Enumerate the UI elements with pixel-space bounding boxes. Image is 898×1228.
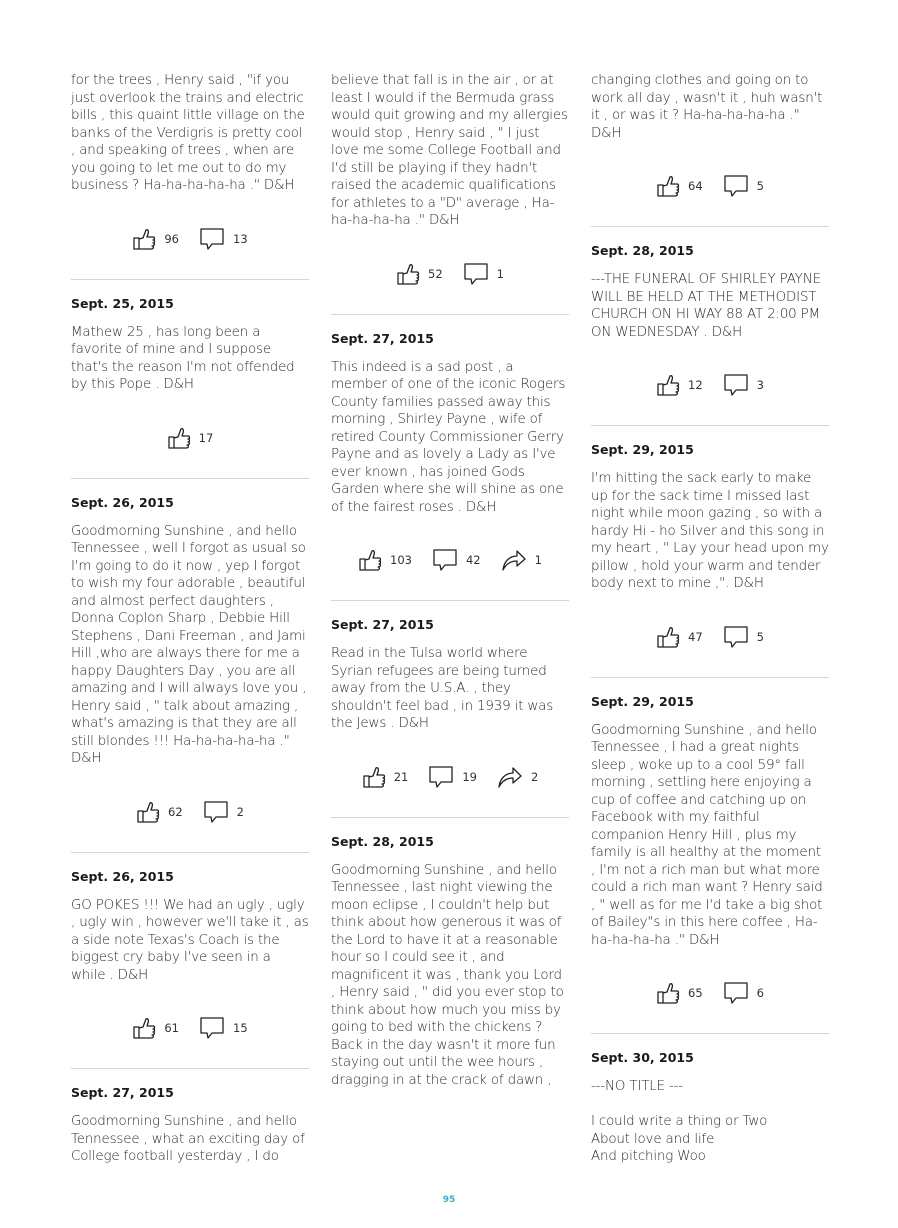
- post: [71, 869, 309, 1070]
- like-count: 61: [164, 1021, 179, 1035]
- comment-stat[interactable]: [203, 800, 244, 824]
- reaction-bar: [331, 540, 569, 580]
- like-stat[interactable]: [656, 374, 703, 396]
- post: [331, 834, 569, 1090]
- share-arrow-icon[interactable]: [497, 766, 523, 788]
- post-divider: [71, 478, 309, 479]
- post: [591, 442, 829, 678]
- post-divider: [331, 314, 569, 315]
- reaction-bar: [331, 757, 569, 797]
- thumbs-up-icon[interactable]: [362, 766, 386, 788]
- reaction-bar: [331, 254, 569, 294]
- comment-stat[interactable]: [723, 373, 764, 397]
- comment-count: 5: [756, 629, 764, 644]
- post-divider: [591, 226, 829, 227]
- comment-bubble-icon[interactable]: [203, 800, 229, 824]
- comment-stat[interactable]: [723, 625, 764, 649]
- share-count: 1: [534, 553, 542, 567]
- post-text: ---THE FUNERAL OF SHIRLEY PAYNE WILL BE HELD AT THE METHODIST CHURCH ON HI WAY 88 AT 2:00 PM ON WEDNESDAY . D&H: [591, 272, 821, 340]
- like-stat[interactable]: [167, 427, 214, 449]
- thumbs-up-icon[interactable]: [396, 263, 420, 285]
- like-stat[interactable]: [396, 263, 443, 285]
- comment-stat[interactable]: [199, 1016, 248, 1040]
- page-number: 95: [442, 1195, 456, 1205]
- like-stat[interactable]: [132, 228, 179, 250]
- post-text: I'm hitting the sack early to make up for the sack time I missed last night while moon gazing , so with a hardy Hi - ho Silver and this song in my heart , " Lay your head upon my pillow , hold your warm and tender body next to mine ,". D&H: [591, 471, 829, 591]
- post-text: Goodmorning Sunshine , and hello Tennessee , what an exciting day of College football yesterday , I do: [71, 1114, 305, 1164]
- like-count: 52: [428, 266, 443, 281]
- like-count: 17: [198, 430, 214, 445]
- post-text: Mathew 25 , has long been a favorite of mine and I suppose that's the reason I'm not offended by this Pope . D&H: [71, 324, 295, 392]
- post: [591, 72, 829, 227]
- comment-count: 6: [756, 986, 764, 1000]
- post: [331, 331, 569, 602]
- post-date: Sept. 28, 2015: [591, 243, 694, 258]
- comment-stat[interactable]: [723, 174, 764, 198]
- comment-bubble-icon[interactable]: [428, 765, 454, 789]
- reaction-bar: [71, 792, 309, 832]
- like-stat[interactable]: [656, 175, 703, 197]
- like-count: 96: [164, 231, 179, 246]
- post-divider: [591, 677, 829, 678]
- like-stat[interactable]: [362, 766, 409, 788]
- comment-bubble-icon[interactable]: [723, 625, 749, 649]
- reaction-bar: [71, 1008, 309, 1048]
- comment-bubble-icon[interactable]: [723, 174, 749, 198]
- comment-count: 19: [462, 769, 477, 784]
- like-count: 62: [168, 804, 183, 819]
- comment-count: 15: [233, 1021, 248, 1035]
- share-count: 2: [530, 769, 539, 784]
- post-text: ---NO TITLE --- I could write a thing or Two About love and life And pitching Woo: [591, 1079, 768, 1164]
- comment-bubble-icon[interactable]: [199, 227, 225, 251]
- post-date: Sept. 30, 2015: [591, 1050, 694, 1065]
- post-date: Sept. 29, 2015: [591, 693, 694, 709]
- comment-stat[interactable]: [463, 262, 504, 286]
- share-arrow-icon[interactable]: [501, 549, 527, 571]
- comment-count: 5: [756, 179, 764, 193]
- post-divider: [331, 817, 569, 818]
- post-divider: [71, 852, 309, 853]
- post: [591, 243, 829, 426]
- thumbs-up-icon[interactable]: [656, 175, 680, 197]
- like-stat[interactable]: [136, 801, 183, 823]
- reaction-bar: [591, 617, 829, 657]
- reaction-bar: [591, 166, 829, 206]
- post-text: changing clothes and going on to work all day , wasn't it , huh wasn't it , or was it ? Ha-ha-ha-ha-ha ." D&H: [591, 73, 823, 141]
- post: [331, 72, 569, 315]
- like-stat[interactable]: [132, 1017, 179, 1039]
- comment-count: 2: [236, 804, 244, 819]
- post-divider: [71, 1068, 309, 1069]
- thumbs-up-icon[interactable]: [656, 626, 680, 648]
- post-date: Sept. 27, 2015: [331, 330, 434, 346]
- post-text: believe that fall is in the air , or at least I would if the Bermuda grass would quit growing and my allergies would stop , Henry said , " I just love me some College Football and I'd still be playing if they hadn't raised the academic qualifications for athletes to a "D" average , Ha-ha-ha-ha-ha ." D&H: [331, 73, 568, 228]
- comment-stat[interactable]: [432, 548, 481, 572]
- share-stat[interactable]: [497, 766, 538, 788]
- post-text: Goodmorning Sunshine , and hello Tennessee , I had a great nights sleep , woke up to a cool 59° fall morning , settling here enjoying a cup of coffee and catching up on Facebook with my faithful companion Henry Hill , plus my family is all healthy at the moment , I'm not a rich man but what more could a rich man want ? Henry said , " well as for me I'd take a big shot of Bailey"s in this here coffee , Ha-ha-ha-ha-ha ." D&H: [591, 722, 823, 948]
- comment-count: 3: [756, 378, 764, 392]
- comment-count: 42: [465, 553, 481, 567]
- comment-stat[interactable]: [428, 765, 477, 789]
- post-text: Goodmorning Sunshine , and hello Tennessee , last night viewing the moon eclipse , I couldn't help but think about how generous it was of the Lord to have it at a reasonable hour so I could see it , and magnificent it was , thank you Lord , Henry said , " did you ever stop to think about how much you miss by going to bed with the chickens ? Back in the day wasn't it more fun staying out until the wee hours , dragging in at the crack of dawn ,: [331, 862, 564, 1088]
- post: [71, 1085, 309, 1166]
- share-stat[interactable]: [501, 549, 542, 571]
- comment-bubble-icon[interactable]: [199, 1016, 225, 1040]
- thumbs-up-icon[interactable]: [656, 982, 680, 1004]
- like-count: 64: [688, 179, 703, 193]
- comment-bubble-icon[interactable]: [723, 981, 749, 1005]
- comment-bubble-icon[interactable]: [432, 548, 458, 572]
- reaction-bar: [591, 365, 829, 405]
- post-divider: [71, 279, 309, 280]
- like-count: 12: [688, 378, 703, 392]
- thumbs-up-icon[interactable]: [358, 549, 382, 571]
- post-date: Sept. 29, 2015: [591, 442, 694, 457]
- post-divider: [591, 425, 829, 426]
- thumbs-up-icon[interactable]: [167, 427, 191, 449]
- like-stat[interactable]: [656, 626, 703, 648]
- like-stat[interactable]: [358, 549, 412, 571]
- reaction-bar: [71, 418, 309, 458]
- post-divider: [591, 1033, 829, 1034]
- post-divider: [331, 600, 569, 601]
- comment-count: 1: [496, 266, 504, 281]
- like-count: 21: [393, 769, 409, 784]
- post: [591, 694, 829, 1035]
- post-date: Sept. 25, 2015: [71, 295, 174, 311]
- reaction-bar: [71, 219, 309, 259]
- column-1: [71, 72, 309, 1166]
- like-count: 65: [688, 986, 703, 1000]
- post: [591, 1050, 829, 1166]
- like-count: 47: [688, 629, 703, 644]
- like-stat[interactable]: [656, 982, 703, 1004]
- comment-count: 13: [233, 231, 248, 246]
- post-text: for the trees , Henry said , "if you just overlook the trains and electric bills , this quaint little village on the banks of the Verdigris is pretty cool , and speaking of trees , when are you going to let me out to do my business ? Ha-ha-ha-ha-ha ." D&H: [71, 73, 305, 193]
- post-date: Sept. 26, 2015: [71, 494, 174, 510]
- post-date: Sept. 27, 2015: [71, 1085, 174, 1100]
- comment-bubble-icon[interactable]: [463, 262, 489, 286]
- comment-bubble-icon[interactable]: [723, 373, 749, 397]
- thumbs-up-icon[interactable]: [136, 801, 160, 823]
- post: [71, 495, 309, 853]
- post: [71, 72, 309, 280]
- post-text: GO POKES !!! We had an ugly , ugly , ugly win , however we'll take it , as a side note Texas's Coach is the biggest cry baby I've seen in a while . D&H: [71, 897, 309, 983]
- thumbs-up-icon[interactable]: [132, 228, 156, 250]
- post-text: This indeed is a sad post , a member of one of the iconic Rogers County families passed away this morning , Shirley Payne , wife of retired County Commissioner Gerry Payne and as lovely a Lady as I've ever known , has joined Gods Garden where she will shine as one of the fairest roses . D&H: [331, 359, 566, 515]
- post-date: Sept. 26, 2015: [71, 868, 174, 884]
- like-count: 103: [390, 553, 412, 567]
- thumbs-up-icon[interactable]: [656, 374, 680, 396]
- post-date: Sept. 27, 2015: [331, 617, 434, 632]
- post: [71, 296, 309, 479]
- reaction-bar: [591, 973, 829, 1013]
- post: [331, 617, 569, 818]
- column-3: [591, 72, 829, 1166]
- thumbs-up-icon[interactable]: [132, 1017, 156, 1039]
- post-text: Goodmorning Sunshine , and hello Tennessee , well I forgot as usual so I'm going to do it now , yep I forgot to wish my four adorable , beautiful and almost perfect daughters , Donna Coplon Sharp , Debbie Hill Stephens , Dani Freeman , and Jami Hill ,who are always there for me a happy Daughters Day , you are all amazing and I will always love you , Henry said , " talk about amazing , what's amazing is that they are all still blondes !!! Ha-ha-ha-ha-ha ." D&H: [71, 523, 307, 766]
- comment-stat[interactable]: [199, 227, 248, 251]
- column-2: [331, 72, 569, 1089]
- post-text: Read in the Tulsa world where Syrian refugees are being turned away from the U.S.A. , they shouldn't feel bad , in 1939 it was the Jews . D&H: [331, 646, 554, 731]
- post-date: Sept. 28, 2015: [331, 833, 434, 849]
- comment-stat[interactable]: [723, 981, 764, 1005]
